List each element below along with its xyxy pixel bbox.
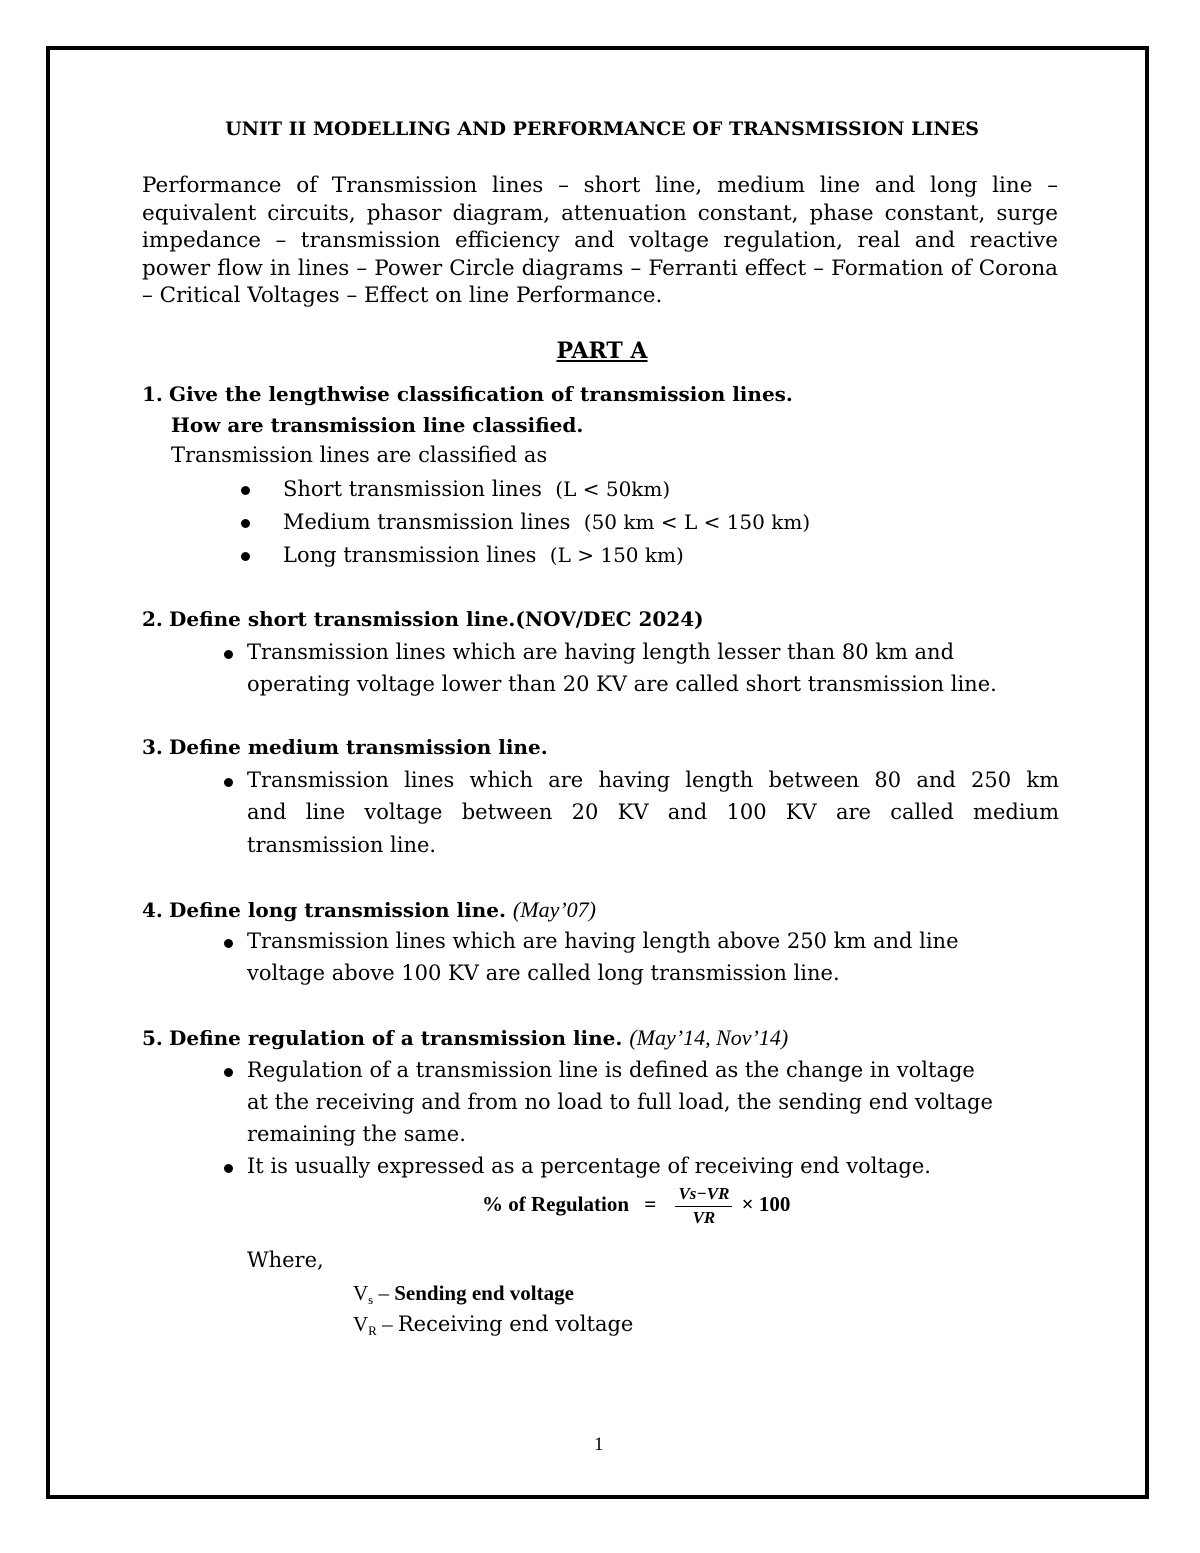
bullet-icon	[241, 519, 250, 528]
q2-answer-line-2: operating voltage lower than 20 KV are called short transmission line.	[247, 672, 997, 696]
formula-equals: =	[644, 1191, 657, 1216]
part-a-heading: PART A	[556, 338, 648, 364]
question-1: 1. Give the lengthwise classification of transmission lines.	[142, 382, 793, 406]
q1-intro: Transmission lines are classified as	[171, 443, 548, 467]
question-3: 3. Define medium transmission line.	[142, 735, 548, 759]
bullet-icon	[224, 939, 233, 948]
q5-answer-1-line-3: remaining the same.	[247, 1122, 466, 1146]
q3-answer-line-2: and line voltage between 20 KV and 100 KV are called medium	[247, 800, 1059, 824]
condition-short: (L < 50km)	[555, 477, 671, 501]
q5-answer-1-line-1: Regulation of a transmission line is defined as the change in voltage	[247, 1058, 975, 1082]
list-item-short: Short transmission lines (L < 50km)	[283, 477, 671, 501]
list-item-medium: Medium transmission lines (50 km < L < 150 km)	[283, 510, 811, 534]
q3-answer-line-3: transmission line.	[247, 833, 437, 857]
regulation-formula	[482, 1184, 790, 1228]
q5-answer-1-line-2: at the receiving and from no load to full load, the sending end voltage	[247, 1090, 993, 1114]
formula-numerator: Vs−VR	[675, 1184, 732, 1207]
question-5-ref: (May’14, Nov’14)	[629, 1025, 789, 1050]
list-item-long: Long transmission lines (L > 150 km)	[283, 543, 684, 567]
formula-denominator: VR	[692, 1208, 716, 1227]
bullet-icon	[224, 1164, 233, 1173]
vs-definition: $V_s$ – Sending end voltage	[353, 1281, 574, 1307]
condition-long: (L > 150 km)	[549, 543, 684, 567]
question-3-text: Define medium transmission line.	[169, 735, 548, 759]
question-2: 2. Define short transmission line.(NOV/DEC 2024)	[142, 607, 704, 631]
where-label: Where,	[247, 1248, 324, 1272]
page-number: 1	[594, 1434, 604, 1455]
question-4-text: Define long transmission line.	[169, 898, 506, 922]
condition-medium: (50 km < L < 150 km)	[583, 510, 811, 534]
q3-answer-line-1: Transmission lines which are having length between 80 and 250 km	[247, 768, 1059, 792]
bullet-icon	[241, 486, 250, 495]
bullet-icon	[224, 778, 233, 787]
bullet-icon	[224, 650, 233, 659]
question-5: 5. Define regulation of a transmission line. (May’14, Nov’14)	[142, 1025, 789, 1050]
formula-tail: × 100	[741, 1191, 791, 1216]
formula-lhs: % of Regulation	[482, 1191, 629, 1216]
syllabus-paragraph: Performance of Transmission lines – short line, medium line and long line – equivalent circuits, phasor diagram, attenuation constant, phase constant, surge impedance – transmission efficiency and voltage regulation, real and reactive power flow in lines – Power Circle diagrams – Ferranti effect – Formation of Corona – Critical Voltages – Effect on line Performance.	[142, 173, 1058, 308]
page-title: UNIT II MODELLING AND PERFORMANCE OF TRANSMISSION LINES	[225, 118, 979, 140]
question-1-text: Give the lengthwise classification of transmission lines.	[169, 382, 793, 406]
question-2-text: Define short transmission line.(NOV/DEC 2024)	[169, 607, 704, 631]
q4-answer-line-2: voltage above 100 KV are called long transmission line.	[247, 961, 840, 985]
question-1-alt: How are transmission line classified.	[171, 413, 584, 437]
vr-definition: $V_R$ – Receiving end voltage	[353, 1312, 634, 1338]
bullet-icon	[241, 552, 250, 561]
question-4-ref: (May’07)	[512, 897, 596, 922]
bullet-icon	[224, 1068, 233, 1077]
q5-answer-2: It is usually expressed as a percentage of receiving end voltage.	[247, 1154, 931, 1178]
q4-answer-line-1: Transmission lines which are having length above 250 km and line	[247, 929, 959, 953]
question-4: 4. Define long transmission line. (May’07)	[142, 897, 596, 922]
formula-fraction	[675, 1184, 732, 1228]
q2-answer-line-1: Transmission lines which are having length lesser than 80 km and	[247, 640, 955, 664]
question-5-text: Define regulation of a transmission line.	[169, 1026, 623, 1050]
